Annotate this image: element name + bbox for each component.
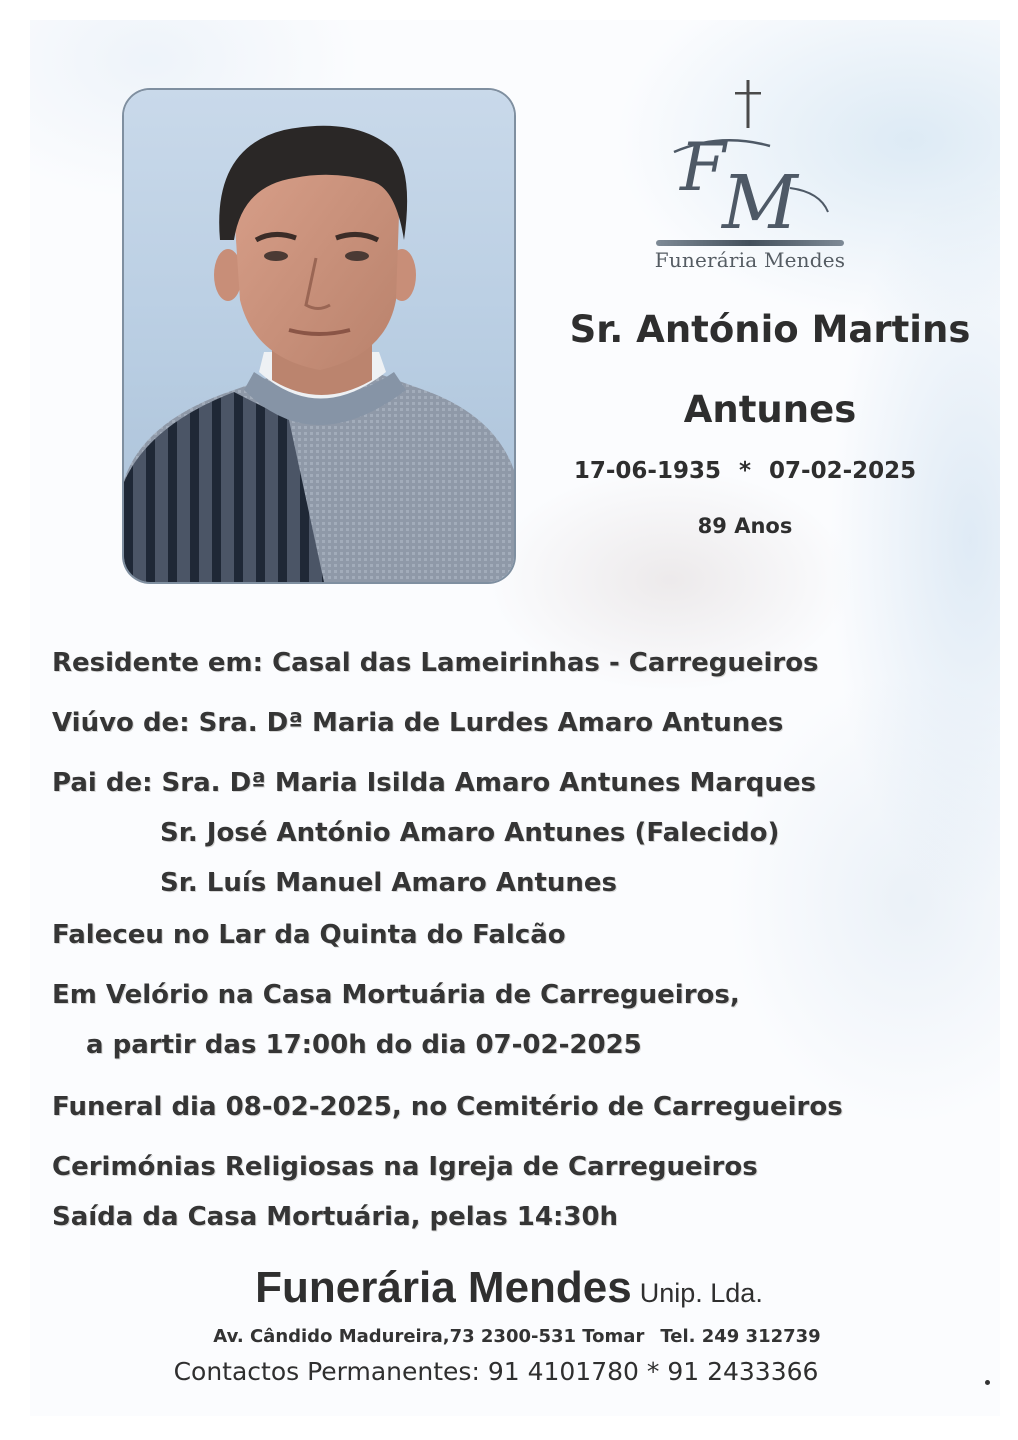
birth-date: 17-06-1935 <box>573 458 721 484</box>
father-of-line: Pai de: Sra. Dª Maria Isilda Amaro Antunes Marques <box>52 768 817 798</box>
funeral-home-logo <box>650 80 850 280</box>
deceased-name-line-2: Antunes <box>683 388 857 431</box>
funeral-line: Funeral dia 08-02-2025, no Cemitério de Carregueiros <box>52 1092 843 1122</box>
company-address <box>0 1326 1018 1347</box>
cross-icon <box>734 80 762 128</box>
company-name <box>0 1263 1018 1313</box>
wake-line-1: Em Velório na Casa Mortuária de Carregueiros, <box>52 980 740 1010</box>
departure-line: Saída da Casa Mortuária, pelas 14:30h <box>52 1202 619 1232</box>
life-dates <box>540 458 950 484</box>
logo-underline <box>656 240 844 246</box>
residence-line: Residente em: Casal das Lameirinhas - Carregueiros <box>52 648 819 678</box>
svg-text:M: M <box>722 160 798 237</box>
death-date: 07-02-2025 <box>769 458 917 484</box>
monogram-icon <box>660 132 840 237</box>
svg-text:F: F <box>680 132 726 206</box>
permanent-contacts: Contactos Permanentes: 91 4101780 * 91 2433366 <box>173 1357 819 1386</box>
child-line: Sr. José António Amaro Antunes (Falecido) <box>160 818 780 848</box>
age: 89 Anos <box>697 514 793 538</box>
died-at-line: Faleceu no Lar da Quinta do Falcão <box>52 920 566 950</box>
widower-line: Viúvo de: Sra. Dª Maria de Lurdes Amaro Antunes <box>52 708 784 738</box>
company-name-main: Funerária Mendes <box>255 1263 632 1312</box>
portrait-photo <box>124 90 514 582</box>
company-suffix: Unip. Lda. <box>639 1278 763 1308</box>
scan-dot <box>985 1380 990 1385</box>
address-text: Av. Cândido Madureira,73 2300-531 Tomar <box>213 1326 645 1347</box>
wake-line-2: a partir das 17:00h do dia 07-02-2025 <box>86 1030 642 1060</box>
deceased-name-line-1: Sr. António Martins <box>569 308 971 351</box>
ceremonies-line: Cerimónias Religiosas na Igreja de Carregueiros <box>52 1152 758 1182</box>
logo-name: Funerária Mendes <box>654 248 846 272</box>
date-separator: * <box>738 458 752 484</box>
child-line: Sr. Luís Manuel Amaro Antunes <box>160 868 618 898</box>
telephone: Tel. 249 312739 <box>660 1326 821 1347</box>
